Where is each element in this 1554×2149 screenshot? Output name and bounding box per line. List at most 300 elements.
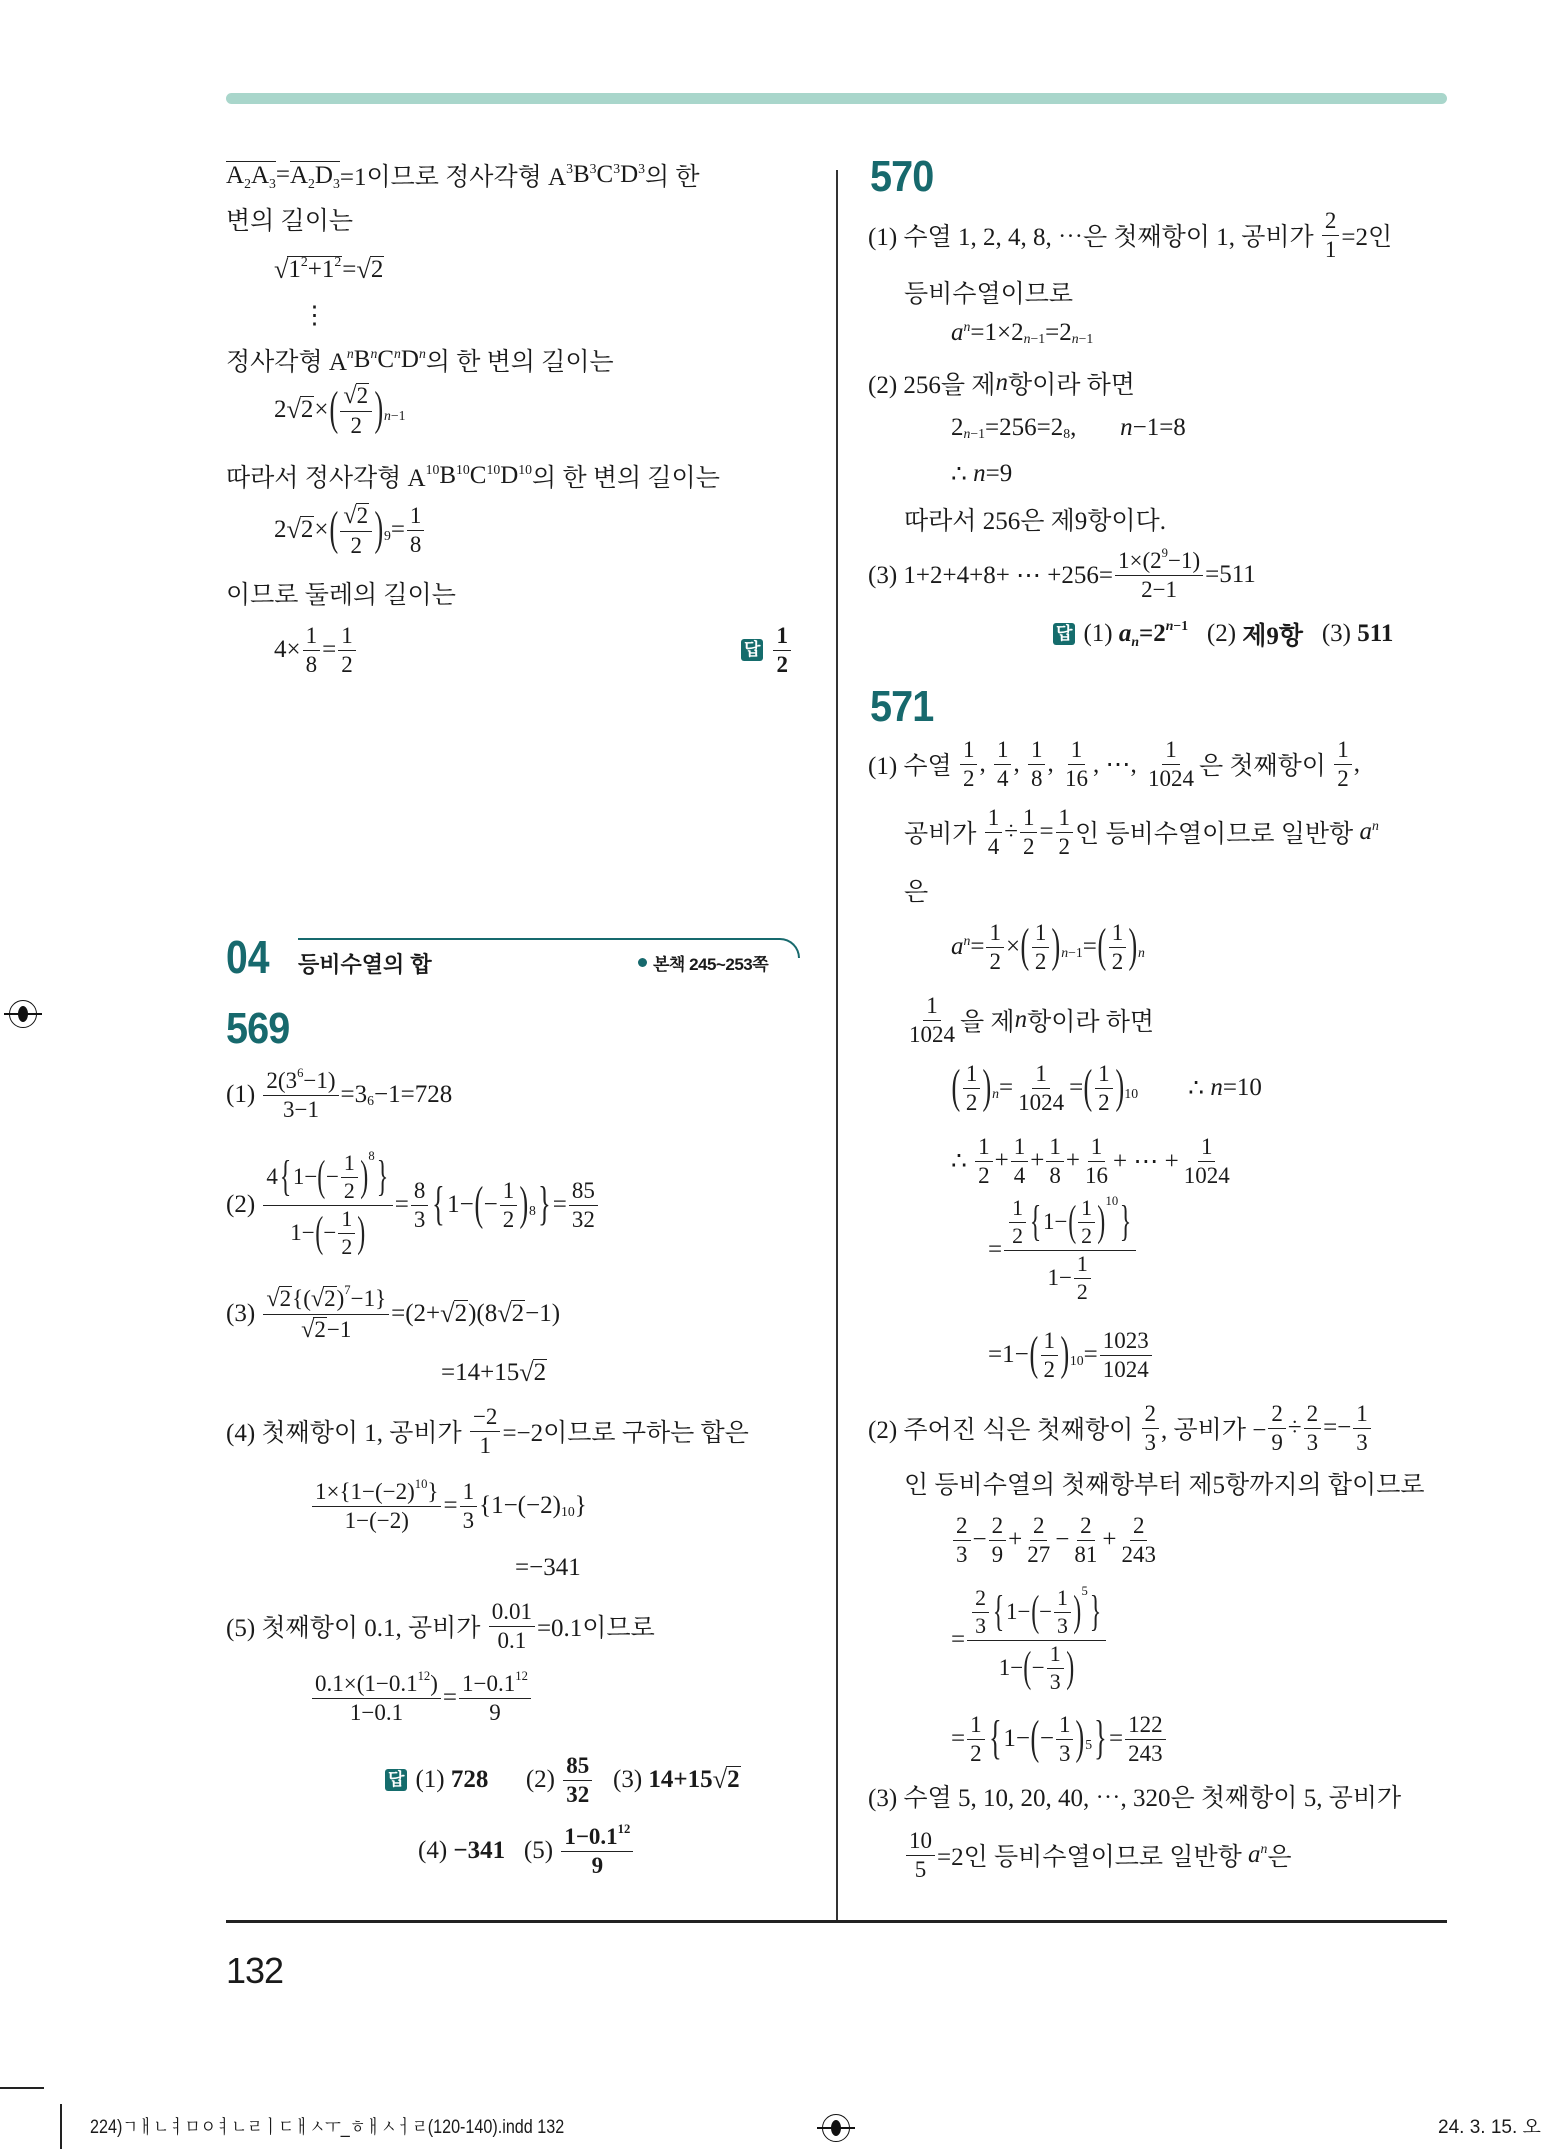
math-text: −: [1055, 1526, 1070, 1553]
denominator: [1074, 1279, 1091, 1305]
denominator: [1353, 1429, 1371, 1456]
numerator: [1011, 1134, 1029, 1162]
math-text: =0.1이므로: [536, 1615, 655, 1642]
math-text: =−2이므로 구하는 합은: [502, 1420, 749, 1447]
superscript: [1061, 945, 1083, 961]
math-text: 2: [314, 1316, 326, 1342]
math-text: 1−: [447, 1191, 474, 1218]
math-text: C: [377, 346, 395, 373]
math-text: 1: [462, 1478, 475, 1504]
radicand: [511, 1300, 526, 1327]
math-text: 8: [1030, 765, 1043, 791]
subscript: [1372, 818, 1379, 834]
denominator: [996, 1641, 1078, 1695]
denominator: [1095, 1089, 1113, 1116]
numerator: [1054, 1586, 1071, 1613]
superscript: [1082, 1584, 1088, 1599]
math-text: (1): [415, 1766, 451, 1793]
italic-variable: [951, 319, 964, 347]
subscript: [370, 346, 377, 362]
math-text: (4) 첫째항이 1, 공비가: [226, 1420, 468, 1447]
math-text: , 공비가 −: [1161, 1417, 1267, 1444]
numerator: [1142, 1401, 1160, 1429]
math-text: 10: [456, 462, 470, 477]
fraction: [1322, 208, 1340, 263]
numerator: [1009, 1196, 1026, 1223]
math-text: 10: [486, 462, 501, 477]
math-text: (: [1030, 1587, 1039, 1636]
math-text: ,: [1047, 750, 1060, 777]
math-text: 1: [1081, 1195, 1092, 1220]
math-text: n: [963, 319, 971, 334]
math-text: 4: [987, 833, 1000, 859]
radicand: [454, 1300, 469, 1327]
numerator: [407, 503, 425, 531]
italic-variable: [1131, 634, 1139, 650]
math-text: +: [1008, 1526, 1023, 1553]
denominator: [1138, 576, 1180, 603]
math-text: n: [370, 346, 378, 361]
denominator: [500, 1206, 518, 1233]
math-text: 0.1×(1−0.1: [315, 1670, 418, 1696]
math-text: 12: [515, 1668, 528, 1683]
large-bracket: [1089, 1587, 1102, 1636]
math-text: 이므로 둘레의 길이는: [226, 582, 456, 609]
math-text: =: [275, 161, 290, 188]
math-text: 3: [1306, 1429, 1319, 1455]
math-text: 6: [367, 1093, 375, 1108]
superscript: [964, 426, 986, 442]
subscript: [566, 161, 573, 177]
superscript: [418, 1669, 431, 1684]
large-bracket: [982, 1061, 992, 1114]
math-text: =: [552, 1191, 567, 1218]
problem-number-570: 570: [870, 152, 934, 201]
denominator: [347, 412, 365, 439]
math-text: 3: [638, 161, 646, 176]
square-root: [713, 1765, 741, 1795]
math-text: 변의 길이는: [226, 208, 354, 235]
radicand: [300, 516, 315, 543]
math-text: {: [1029, 1197, 1042, 1246]
radicand: [533, 1359, 548, 1386]
math-text: 2: [343, 1178, 355, 1203]
crop-mark: [0, 2087, 44, 2089]
math-text: 1: [341, 622, 353, 648]
square-root: [497, 1299, 525, 1329]
italic-variable: [394, 346, 401, 362]
math-text: 4×: [274, 636, 301, 663]
radicand: [323, 1286, 337, 1311]
subscript: [244, 176, 251, 192]
denominator: [1304, 1429, 1322, 1456]
numerator: [1088, 1134, 1106, 1162]
math-text: (: [1083, 1061, 1093, 1114]
math-text: n: [394, 346, 401, 361]
radicand: [313, 1317, 327, 1342]
large-bracket: [315, 1208, 324, 1257]
math-text: 2−1: [1141, 576, 1178, 602]
math-text: 2: [1022, 833, 1035, 859]
math-text: 1: [996, 736, 1009, 762]
denominator: [347, 532, 365, 559]
fraction: [340, 502, 372, 559]
radicand: [287, 256, 342, 283]
large-bracket: [1128, 920, 1138, 973]
italic-variable: [995, 369, 1008, 397]
math-text: +: [1065, 1147, 1080, 1174]
fraction: [960, 737, 978, 792]
fraction: [1032, 920, 1050, 975]
large-bracket: [357, 1208, 366, 1257]
fraction: [994, 737, 1012, 792]
numerator: [312, 1476, 441, 1507]
large-bracket: [376, 1152, 388, 1201]
denominator: [967, 1740, 985, 1767]
math-text: ): [336, 1285, 345, 1311]
math-text: n: [418, 346, 426, 361]
radicand: [356, 383, 370, 408]
superscript: [297, 1066, 303, 1081]
math-text: ×: [1005, 933, 1021, 960]
large-bracket: [1097, 920, 1107, 973]
math-text: 의 한: [645, 164, 700, 191]
math-text: 항이라 하면: [1007, 372, 1135, 399]
math-text: ÷: [1287, 1414, 1302, 1441]
large-bracket: [1094, 1712, 1107, 1765]
section-reference: [638, 950, 768, 975]
numerator: [923, 993, 941, 1021]
math-text: =: [1039, 818, 1054, 845]
math-text: 1: [1098, 1060, 1110, 1086]
math-text: 10: [1105, 1193, 1119, 1208]
numerator: [1004, 1193, 1136, 1251]
math-text: n: [1260, 1841, 1268, 1856]
math-text: 12: [617, 1821, 631, 1836]
numerator: [341, 1151, 358, 1178]
math-text: (: [1067, 1197, 1076, 1246]
math-text: n: [346, 346, 354, 361]
math-text: 1×{1−(−2): [315, 1478, 415, 1504]
math-text: C: [469, 462, 487, 489]
fraction: [1056, 805, 1074, 860]
fraction: [773, 623, 791, 678]
math-text: (: [951, 1061, 961, 1114]
math-text: −341: [453, 1837, 506, 1864]
math-text: {: [432, 1178, 446, 1231]
fraction: [1041, 1328, 1059, 1383]
fraction: [1074, 1252, 1091, 1305]
fraction: [500, 1178, 518, 1233]
denominator: [1125, 1740, 1166, 1767]
fraction: [341, 1151, 358, 1204]
math-text: 2: [1043, 1356, 1056, 1382]
fraction: [1020, 805, 1038, 860]
math-text: 10: [425, 462, 440, 477]
large-bracket: [1060, 1328, 1070, 1381]
square-root: [301, 1316, 327, 1344]
superscript: [384, 528, 391, 544]
square-root: [274, 255, 342, 285]
superscript: [1162, 546, 1168, 561]
math-text: 5: [1081, 1583, 1088, 1598]
italic-variable: [1061, 945, 1068, 961]
denominator: [975, 1162, 993, 1189]
subscript: [1131, 634, 1139, 650]
math-text: 1: [1076, 1251, 1088, 1276]
math-text: 1−: [1006, 1599, 1031, 1624]
math-text: 8: [305, 651, 318, 677]
italic-variable: [951, 933, 964, 961]
math-text: =: [442, 1684, 458, 1711]
fraction: [1268, 1401, 1286, 1456]
math-text: ,: [1070, 414, 1121, 441]
math-text: 122: [1128, 1711, 1163, 1737]
fraction: [975, 1134, 993, 1189]
math-text: 2: [454, 1300, 468, 1328]
superscript: [1124, 1086, 1138, 1102]
large-bracket: [1020, 920, 1030, 973]
math-text: }: [574, 1492, 587, 1519]
radical-sign-icon: √: [519, 1358, 534, 1387]
math-text: (: [1029, 1328, 1038, 1381]
math-text: a: [1359, 818, 1372, 845]
italic-variable: [964, 426, 971, 442]
denominator: [1142, 1429, 1160, 1456]
math-text: a: [1248, 1841, 1261, 1868]
math-text: 1024: [1018, 1089, 1065, 1115]
math-text: D: [314, 161, 333, 189]
subscript: [613, 161, 620, 177]
numerator: [1115, 545, 1203, 576]
numerator: [975, 1134, 993, 1162]
math-text: =1−: [988, 1341, 1029, 1368]
math-text: =2인 등비수열이므로 일반항: [937, 1844, 1249, 1871]
numerator: [569, 1178, 598, 1206]
math-text: 1: [1058, 1711, 1071, 1737]
fraction: [460, 1479, 478, 1534]
denominator: [1082, 1162, 1111, 1189]
math-text: 3: [1058, 1740, 1071, 1766]
math-text: −1): [303, 1067, 336, 1093]
denominator: [338, 651, 356, 678]
math-text: 2: [308, 175, 315, 191]
math-text: C: [596, 161, 614, 188]
fraction: [1009, 1196, 1026, 1249]
math-text: 243: [1121, 1541, 1156, 1567]
math-text: 10: [1069, 1353, 1084, 1368]
problem-number-571: 571: [870, 682, 934, 731]
numerator: [960, 737, 978, 765]
math-text: (: [1030, 1712, 1040, 1765]
bold-answer: [559, 1821, 635, 1879]
numerator: [953, 1513, 971, 1541]
math-text: 1: [965, 1060, 978, 1086]
denominator: [280, 1096, 322, 1123]
math-text: −: [1039, 1599, 1053, 1624]
math-text: 1−(−2): [344, 1507, 409, 1533]
math-text: =: [1108, 1725, 1124, 1752]
numerator: [1047, 1642, 1064, 1669]
math-text: 1: [1090, 1133, 1103, 1159]
math-text: (3) 1+2+4+8+ ⋯ +256=: [868, 562, 1113, 589]
fraction: [312, 1668, 441, 1726]
math-text: 1: [776, 623, 788, 648]
math-text: 32: [566, 1781, 590, 1807]
math-text: 1: [1070, 736, 1083, 762]
math-text: 2: [350, 412, 362, 438]
math-text: 1: [343, 1150, 355, 1175]
denominator: [1046, 1162, 1064, 1189]
numerator: [1020, 805, 1038, 833]
bold-answer: [451, 1766, 489, 1794]
math-text: 1−: [292, 1164, 318, 1189]
math-text: 2: [1080, 1512, 1092, 1538]
math-text: 1−: [998, 1655, 1024, 1680]
fraction: [561, 1821, 633, 1879]
math-text: 1: [1034, 919, 1047, 945]
numerator: [1322, 208, 1340, 236]
fraction: [1095, 1061, 1113, 1116]
math-text: 8: [529, 1203, 536, 1218]
math-text: =: [988, 1236, 1003, 1263]
column-divider: [836, 170, 838, 1920]
math-text: (: [1020, 920, 1030, 973]
math-text: 9: [591, 1852, 604, 1878]
math-text: A: [289, 161, 309, 189]
math-text: (1) 수열: [868, 753, 958, 780]
superscript: [1063, 426, 1070, 442]
denominator: [773, 651, 791, 678]
math-text: 1: [1012, 1195, 1024, 1220]
math-text: 8: [409, 531, 422, 557]
math-text: 2: [970, 1740, 982, 1766]
math-text: 1: [970, 1711, 982, 1737]
top-accent-bar: [226, 93, 1447, 104]
denominator: [972, 1613, 989, 1639]
italic-variable: [1119, 620, 1132, 648]
large-bracket: [1115, 1061, 1124, 1114]
math-text: −: [325, 1164, 339, 1189]
fraction: [1047, 1642, 1064, 1695]
math-text: (1) 수열 1, 2, 4, 8, ⋯은 첫째항이 1, 공비가: [868, 224, 1320, 251]
fraction: [1004, 1193, 1136, 1305]
denominator: [342, 1507, 412, 1534]
radical-sign-icon: √: [274, 255, 289, 284]
denominator: [287, 1206, 369, 1260]
numerator: [303, 623, 321, 651]
math-text: −: [1031, 1655, 1045, 1680]
superscript: [301, 255, 308, 269]
math-text: ⋮: [302, 302, 327, 329]
math-text: 1: [1111, 919, 1124, 945]
math-text: 4: [1013, 1162, 1026, 1188]
subscript: [426, 462, 440, 478]
math-text: =: [1083, 1341, 1098, 1368]
italic-variable: [1372, 818, 1379, 834]
math-text: (3): [594, 1766, 649, 1793]
italic-variable: [370, 346, 377, 362]
math-text: 1: [1337, 736, 1349, 762]
large-bracket: [1083, 1061, 1093, 1114]
fraction: [953, 1513, 971, 1568]
math-text: −: [1039, 1725, 1054, 1752]
numerator: [985, 805, 1003, 833]
math-text: 9: [1271, 1429, 1283, 1455]
subscript: [964, 933, 971, 949]
radical-sign-icon: √: [712, 1765, 728, 1794]
square-root: [287, 395, 315, 425]
math-text: 3: [413, 1206, 426, 1232]
math-text: A: [226, 161, 245, 189]
subscript: [419, 346, 426, 362]
math-text: 3: [269, 175, 276, 191]
math-text: 2(3: [266, 1067, 298, 1093]
fraction: [985, 805, 1003, 860]
math-text: }: [1119, 1197, 1132, 1246]
math-text: 2: [956, 1512, 968, 1538]
overline-segment: [226, 161, 276, 190]
fraction: [1353, 1401, 1371, 1456]
numerator: [1353, 1401, 1371, 1429]
italic-variable: [964, 933, 971, 949]
fraction: [489, 1599, 535, 1654]
large-bracket: [1030, 1587, 1039, 1636]
math-text: 10: [1124, 1086, 1139, 1101]
superscript: [618, 1822, 631, 1837]
math-text: (2): [1188, 620, 1243, 647]
math-text: 8: [1063, 426, 1071, 441]
math-text: 1: [987, 804, 1000, 830]
math-text: 10: [518, 462, 533, 477]
numerator: [773, 623, 791, 651]
math-text: 85: [571, 1177, 595, 1203]
math-text: 의 한 변의 길이는: [532, 465, 720, 492]
math-text: 0.1: [497, 1627, 527, 1653]
math-text: 2: [1081, 1223, 1092, 1248]
math-text: 3: [1049, 1669, 1061, 1694]
math-text: n: [1014, 1006, 1028, 1033]
superscript: [1024, 331, 1046, 347]
math-text: (2) 256을 제: [868, 372, 996, 399]
math-text: −1=8: [1132, 414, 1186, 441]
denominator: [1041, 1356, 1059, 1383]
fraction: [263, 1282, 389, 1344]
math-text: + ⋯ +: [1112, 1148, 1179, 1175]
math-text: (: [474, 1178, 484, 1231]
math-text: −1: [326, 1316, 352, 1342]
superscript: [1085, 1737, 1092, 1753]
math-text: −: [323, 1220, 337, 1245]
math-text: 1: [1356, 1400, 1368, 1426]
superscript: [344, 1283, 350, 1298]
large-bracket: [1073, 1587, 1082, 1636]
math-text: 2: [1012, 1223, 1024, 1248]
denominator: [341, 1178, 358, 1204]
math-text: 2: [962, 765, 975, 791]
math-text: =256=2: [985, 414, 1064, 441]
math-text: 1: [1058, 804, 1071, 830]
denominator: [1100, 1356, 1152, 1383]
math-text: 2: [951, 414, 964, 441]
superscript: [992, 1086, 999, 1102]
numerator: [906, 1828, 935, 1856]
math-text: 3: [1057, 1613, 1068, 1638]
superscript: [561, 1504, 575, 1520]
numerator: [1162, 737, 1180, 765]
bold-answer: [561, 1753, 594, 1808]
math-text: 1: [1324, 236, 1337, 262]
